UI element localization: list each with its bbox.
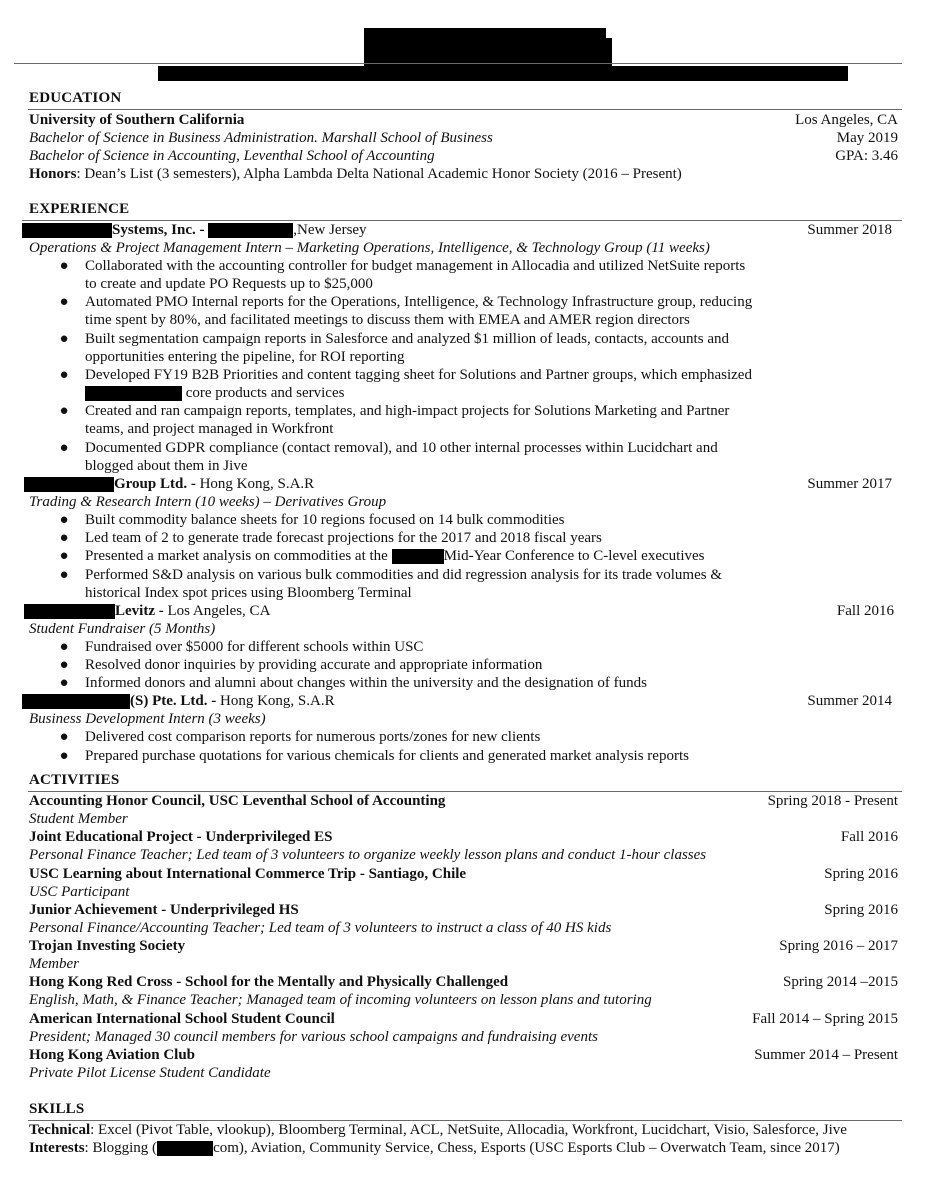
degree-1: Bachelor of Science in Business Administration. Marshall School of Business	[29, 130, 493, 146]
activity-desc: Student Member	[29, 811, 128, 827]
bullet-text: Led team of 2 to generate trade forecast projections for the 2017 and 2018 fiscal years	[85, 530, 602, 546]
activity-desc: Personal Finance Teacher; Led team of 3 volunteers to organize weekly lesson plans and conduct 1-hour classes	[29, 847, 707, 863]
degree-2: Bachelor of Science in Accounting, Leventhal School of Accounting	[29, 148, 435, 164]
bullet-icon: ●	[59, 294, 69, 310]
activity-date: Spring 2016 – 2017	[779, 938, 898, 954]
job-date: Summer 2017	[807, 476, 892, 492]
bullet-icon: ●	[59, 748, 69, 764]
job-location: ,New Jersey	[293, 222, 367, 238]
bullet-icon: ●	[59, 331, 69, 347]
contact-redaction	[158, 66, 848, 81]
activity-name: Accounting Honor Council, USC Leventhal School of Accounting	[29, 793, 446, 809]
education-school-row	[29, 111, 898, 129]
bullet-text: Automated PMO Internal reports for the Operations, Intelligence, & Technology Infrastructure group, reducing	[85, 294, 753, 310]
graduation-date: May 2019	[836, 130, 898, 146]
section-title-experience: EXPERIENCE	[29, 201, 130, 217]
bullet-text-cont: teams, and project managed in Workfront	[85, 421, 334, 437]
company-name: (S) Pte. Ltd. -	[130, 693, 217, 709]
activity-row	[29, 937, 898, 955]
education-honors-row	[29, 165, 898, 183]
activity-row	[29, 865, 898, 883]
job-role: Student Fundraiser (5 Months)	[29, 621, 216, 637]
activity-name: Hong Kong Aviation Club	[29, 1047, 196, 1063]
skills-interests-row	[29, 1139, 898, 1157]
activity-name: Junior Achievement - Underprivileged HS	[29, 902, 299, 918]
company-redaction	[24, 604, 115, 619]
bullet-icon: ●	[59, 530, 69, 546]
activity-name: Joint Educational Project - Underprivileged ES	[29, 829, 333, 845]
bullet-icon: ●	[59, 403, 69, 419]
activity-row	[29, 1010, 898, 1028]
bullet-text: Delivered cost comparison reports for numerous ports/zones for new clients	[85, 729, 541, 745]
bullet-text: Performed S&D analysis on various bulk commodities and did regression analysis for its trade volumes &	[85, 567, 722, 583]
activity-desc: Private Pilot License Student Candidate	[29, 1065, 271, 1081]
bullet-text: Built segmentation campaign reports in Salesforce and analyzed $1 million of leads, contacts, accounts and	[85, 331, 729, 347]
school-location: Los Angeles, CA	[795, 112, 898, 128]
bullet-text: Documented GDPR compliance (contact removal), and 10 other internal processes within Lucidchart and	[85, 440, 718, 456]
honors-text: : Dean’s List (3 semesters), Alpha Lambda Delta National Academic Honor Society (2016 – Present)	[76, 166, 682, 182]
activity-date: Fall 2016	[840, 829, 898, 845]
bullet-icon: ●	[59, 548, 69, 564]
education-degree1-row	[29, 129, 898, 147]
interests-text-cont: com), Aviation, Community Service, Chess, Esports (USC Esports Club – Overwatch Team, since 2017)	[213, 1140, 840, 1156]
job-date: Summer 2018	[807, 222, 892, 238]
bullet-text: Created and ran campaign reports, templates, and high-impact projects for Solutions Marketing and Partner	[85, 403, 730, 419]
activity-row	[29, 973, 898, 991]
activity-desc: USC Participant	[29, 884, 130, 900]
bullet-icon: ●	[59, 657, 69, 673]
name-redaction	[364, 28, 606, 66]
blog-url-redaction	[157, 1141, 213, 1156]
company-redaction	[22, 223, 112, 238]
job-header	[24, 475, 892, 493]
activity-date: Spring 2016	[824, 866, 898, 882]
school-name: University of Southern California	[29, 112, 245, 128]
bullet-text: Collaborated with the accounting controller for budget management in Allocadia and utilized NetSuite reports	[85, 258, 746, 274]
bullet-icon: ●	[59, 367, 69, 383]
header-divider	[14, 63, 902, 64]
technical-text: : Excel (Pivot Table, vlookup), Bloomberg Terminal, ACL, NetSuite, Allocadia, Workfront, Lucidchart, Visio, Salesforce, Jive	[90, 1122, 847, 1138]
bullet-text-cont: time spent by 80%, and facilitated meetings to discuss them with EMEA and AMER region directors	[85, 312, 690, 328]
job-date: Summer 2014	[807, 693, 892, 709]
bullet-icon: ●	[59, 512, 69, 528]
job-header	[24, 602, 894, 620]
bullet-text-cont: opportunities entering the pipeline, for ROI reporting	[85, 349, 405, 365]
bullet-text: Prepared purchase quotations for various chemicals for clients and generated market analysis reports	[85, 748, 689, 764]
activity-row	[29, 828, 898, 846]
education-degree2-row	[29, 147, 898, 165]
job-location: Hong Kong, S.A.R	[195, 476, 315, 492]
bullet-icon: ●	[59, 639, 69, 655]
location-redaction	[208, 223, 293, 238]
header	[0, 0, 938, 85]
bullet-icon: ●	[59, 440, 69, 456]
skills-technical-row	[29, 1121, 898, 1139]
bullet-icon: ●	[59, 258, 69, 274]
bullet-text: Resolved donor inquiries by providing accurate and appropriate information	[85, 657, 543, 673]
activity-date: Summer 2014 – Present	[754, 1047, 898, 1063]
job-location: Los Angeles, CA	[163, 603, 271, 619]
activity-date: Fall 2014 – Spring 2015	[752, 1011, 898, 1027]
activity-name: American International School Student Council	[29, 1011, 335, 1027]
section-title-skills: SKILLS	[29, 1101, 85, 1117]
company-name: Systems, Inc. -	[112, 222, 205, 238]
company-name: Group Ltd. -	[114, 476, 196, 492]
gpa: GPA: 3.46	[835, 148, 898, 164]
section-divider	[28, 109, 902, 110]
interests-label: Interests	[29, 1140, 85, 1156]
bullet-text: Presented a market analysis on commodities at the Mid-Year Conference to C-level executives	[85, 548, 705, 564]
bullet-icon: ●	[59, 567, 69, 583]
activity-row	[29, 901, 898, 919]
job-date: Fall 2016	[836, 603, 894, 619]
section-title-activities: ACTIVITIES	[29, 772, 120, 788]
bullet-text: Developed FY19 B2B Priorities and content tagging sheet for Solutions and Partner groups, which emphasized	[85, 367, 752, 383]
job-header	[22, 692, 892, 710]
bullet-icon: ●	[59, 675, 69, 691]
section-title-education: EDUCATION	[29, 90, 122, 106]
activity-desc: President; Managed 30 council members for various school campaigns and fundraising events	[29, 1029, 598, 1045]
bullet-text: Fundraised over $5000 for different schools within USC	[85, 639, 424, 655]
job-role: Business Development Intern (3 weeks)	[29, 711, 266, 727]
interests-text: : Blogging (	[84, 1140, 158, 1156]
job-location: Hong Kong, S.A.R	[216, 693, 335, 709]
bullet-text: Informed donors and alumni about changes within the university and the designation of funds	[85, 675, 647, 691]
bullet-text-cont: to create and update PO Requests up to $25,000	[85, 276, 373, 292]
company-redaction	[85, 386, 182, 401]
company-redaction	[22, 694, 130, 709]
bullet-text-cont: core products and services	[85, 384, 344, 402]
job-role: Operations & Project Management Intern – Marketing Operations, Intelligence, & Technology Group (11 weeks)	[29, 240, 710, 256]
activity-name: Trojan Investing Society	[29, 938, 186, 954]
job-role: Trading & Research Intern (10 weeks) – Derivatives Group	[29, 494, 387, 510]
activity-row	[29, 792, 898, 810]
honors-label: Honors	[29, 166, 77, 182]
company-redaction	[24, 477, 114, 492]
activity-desc: English, Math, & Finance Teacher; Managed team of incoming volunteers on lesson plans and tutoring	[29, 992, 652, 1008]
activity-date: Spring 2014 –2015	[782, 974, 898, 990]
activity-name: Hong Kong Red Cross - School for the Mentally and Physically Challenged	[29, 974, 509, 990]
technical-label: Technical	[29, 1122, 91, 1138]
bullet-text: Built commodity balance sheets for 10 regions focused on 14 bulk commodities	[85, 512, 565, 528]
activity-date: Spring 2016	[824, 902, 898, 918]
activity-desc: Personal Finance/Accounting Teacher; Led team of 3 volunteers to instruct a class of 40 HS kids	[29, 920, 612, 936]
company-name: Levitz -	[115, 603, 164, 619]
bullet-icon: ●	[59, 729, 69, 745]
activity-date: Spring 2018 - Present	[767, 793, 898, 809]
bullet-text-cont: historical Index spot prices using Bloomberg Terminal	[85, 585, 412, 601]
job-header	[22, 221, 892, 239]
activity-row	[29, 1046, 898, 1064]
activity-name: USC Learning about International Commerce Trip - Santiago, Chile	[29, 866, 467, 882]
conference-redaction	[392, 549, 444, 564]
bullet-text-cont: blogged about them in Jive	[85, 458, 248, 474]
activity-desc: Member	[29, 956, 79, 972]
